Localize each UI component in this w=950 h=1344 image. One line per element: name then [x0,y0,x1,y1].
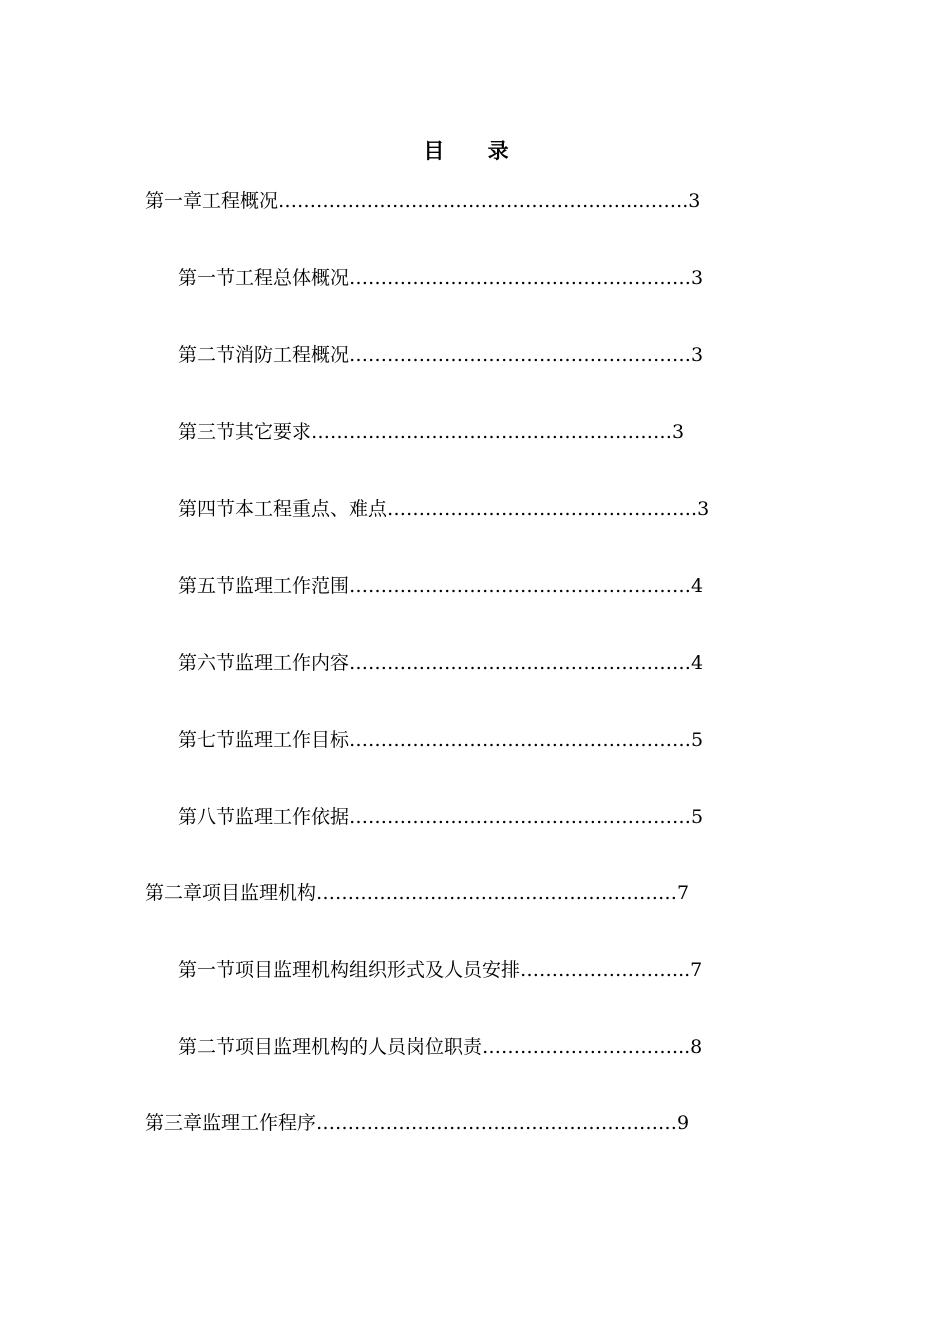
toc-entry-number: 第七节 [178,729,236,751]
toc-entry-section-2-2[interactable] [178,1032,702,1062]
toc-entry-leader: …………………………………………. [387,498,698,520]
toc-entry-section-1-7[interactable] [178,725,703,755]
toc-entry-number: 第一节 [178,267,236,289]
toc-entry-number: 第三节 [178,421,236,443]
toc-entry-leader: ……………………………………………… [349,806,692,828]
toc-entry-chapter-2[interactable] [145,878,689,908]
toc-entry-leader: ……………………………………………… [349,267,692,289]
toc-entry-page: 3 [672,421,685,443]
toc-entry-page: 4 [691,575,704,597]
toc-entry-number: 第八节 [178,806,236,828]
toc-entry-section-1-2[interactable] [178,340,703,370]
toc-entry-leader: ………………………………………………… [316,1112,678,1134]
toc-entry-number: 第五节 [178,575,236,597]
toc-entry-page: 7 [690,959,703,981]
toc-entry-title: 其它要求 [235,421,312,443]
toc-entry-chapter-1[interactable] [145,186,700,216]
toc-entry-title: 本工程重点、难点 [235,498,388,520]
toc-entry-number: 第二节 [178,1036,236,1058]
toc-entry-page: 5 [691,806,704,828]
toc-entry-title: 项目监理机构 [202,882,317,904]
toc-entry-section-1-5[interactable] [178,571,703,601]
toc-entry-section-1-4[interactable] [178,494,709,524]
toc-entry-leader: ……………………... [520,959,691,981]
toc-entry-page: 3 [688,190,701,212]
toc-entry-section-1-3[interactable] [178,417,684,447]
toc-entry-leader: ……………………………………………… [349,729,692,751]
toc-entry-title: 工程总体概况 [235,267,350,289]
toc-entry-title: 监理工作内容 [235,652,350,674]
toc-entry-number: 第四节 [178,498,236,520]
toc-entry-page: 3 [697,498,710,520]
toc-entry-number: 第二章 [145,882,203,904]
toc-entry-title: 监理工作依据 [235,806,350,828]
toc-title: 目 录 [423,138,527,163]
toc-entry-leader: ………………………………………………… [316,882,678,904]
toc-entry-page: 5 [691,729,704,751]
toc-entry-leader: ……………………………………………… [349,575,692,597]
toc-entry-page: 4 [691,652,704,674]
toc-entry-number: 第三章 [145,1112,203,1134]
toc-entry-leader: ………………………………………………...…….. [278,190,689,212]
toc-entry-number: 第一章 [145,190,203,212]
toc-entry-page: 8 [690,1036,703,1058]
toc-entry-leader: ………………………………………………… [311,421,673,443]
toc-entry-page: 3 [691,344,704,366]
toc-entry-title: 监理工作范围 [235,575,350,597]
toc-entry-leader: ……………………………………………… [349,344,692,366]
toc-entry-title: 项目监理机构组织形式及人员安排 [235,959,521,981]
toc-entry-page: 3 [691,267,704,289]
toc-entry-number: 第二节 [178,344,236,366]
toc-entry-leader: ……………………………………………… [349,652,692,674]
toc-entry-title: 消防工程概况 [235,344,350,366]
toc-entry-title: 监理工作程序 [202,1112,317,1134]
toc-entry-leader: …………………………... [482,1036,691,1058]
toc-entry-section-1-8[interactable] [178,802,703,832]
toc-entry-section-2-1[interactable] [178,955,702,985]
toc-entry-section-1-6[interactable] [178,648,703,678]
toc-entry-number: 第六节 [178,652,236,674]
toc-entry-chapter-3[interactable] [145,1108,689,1138]
toc-entry-title: 项目监理机构的人员岗位职责 [235,1036,483,1058]
toc-entry-page: 9 [677,1112,690,1134]
toc-entry-title: 监理工作目标 [235,729,350,751]
toc-entry-page: 7 [677,882,690,904]
toc-entry-number: 第一节 [178,959,236,981]
toc-entry-section-1-1[interactable] [178,263,703,293]
toc-entry-title: 工程概况 [202,190,279,212]
